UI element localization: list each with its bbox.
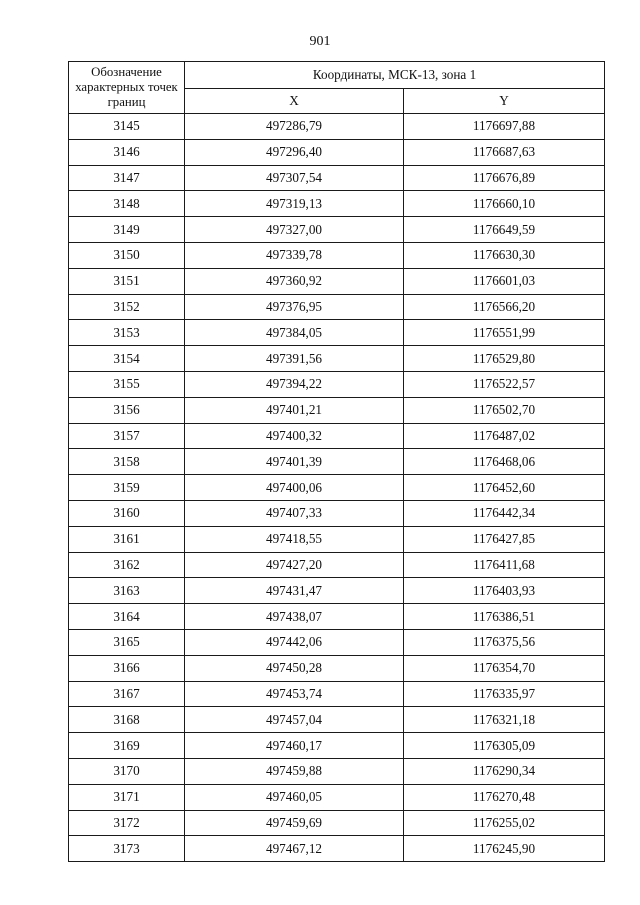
y-coordinate-cell: 1176386,51 <box>404 604 605 630</box>
point-id-cell: 3171 <box>69 784 185 810</box>
x-coordinate-cell: 497319,13 <box>185 191 404 217</box>
x-coordinate-cell: 497394,22 <box>185 371 404 397</box>
y-coordinate-cell: 1176660,10 <box>404 191 605 217</box>
point-id-cell: 3173 <box>69 836 185 862</box>
page-number: 901 <box>309 34 331 49</box>
point-id-cell: 3157 <box>69 423 185 449</box>
x-coordinate-cell: 497327,00 <box>185 217 404 243</box>
table-row <box>69 320 605 346</box>
y-coordinate-cell: 1176245,90 <box>404 836 605 862</box>
x-coordinate-cell: 497400,06 <box>185 475 404 501</box>
table-row <box>69 810 605 836</box>
x-coordinate-cell: 497401,39 <box>185 449 404 475</box>
x-coordinate-cell: 497360,92 <box>185 268 404 294</box>
table-row <box>69 655 605 681</box>
y-coordinate-cell: 1176290,34 <box>404 758 605 784</box>
x-coordinate-cell: 497296,40 <box>185 139 404 165</box>
point-id-cell: 3158 <box>69 449 185 475</box>
coordinates-system-header: Координаты, МСК-13, зона 1 <box>185 62 605 89</box>
x-coordinate-cell: 497431,47 <box>185 578 404 604</box>
point-id-cell: 3145 <box>69 114 185 140</box>
y-coordinate-cell: 1176468,06 <box>404 449 605 475</box>
point-id-cell: 3162 <box>69 552 185 578</box>
table-row <box>69 758 605 784</box>
point-id-cell: 3166 <box>69 655 185 681</box>
table-row <box>69 526 605 552</box>
point-id-cell: 3170 <box>69 758 185 784</box>
y-coordinate-cell: 1176630,30 <box>404 242 605 268</box>
point-id-cell: 3152 <box>69 294 185 320</box>
x-coordinate-cell: 497401,21 <box>185 397 404 423</box>
point-id-cell: 3149 <box>69 217 185 243</box>
y-coordinate-cell: 1176697,88 <box>404 114 605 140</box>
table-row <box>69 346 605 372</box>
table-row <box>69 114 605 140</box>
y-coordinate-cell: 1176403,93 <box>404 578 605 604</box>
coordinates-table <box>68 61 605 862</box>
y-coordinate-cell: 1176487,02 <box>404 423 605 449</box>
y-coordinate-cell: 1176321,18 <box>404 707 605 733</box>
point-id-cell: 3160 <box>69 500 185 526</box>
x-coordinate-cell: 497307,54 <box>185 165 404 191</box>
table-row <box>69 475 605 501</box>
point-id-cell: 3172 <box>69 810 185 836</box>
x-coordinate-cell: 497339,78 <box>185 242 404 268</box>
table-row <box>69 733 605 759</box>
table-row <box>69 629 605 655</box>
table-row <box>69 139 605 165</box>
y-coordinate-cell: 1176649,59 <box>404 217 605 243</box>
x-coordinate-cell: 497418,55 <box>185 526 404 552</box>
x-coordinate-cell: 497453,74 <box>185 681 404 707</box>
table-row <box>69 397 605 423</box>
point-id-cell: 3164 <box>69 604 185 630</box>
y-coordinate-cell: 1176676,89 <box>404 165 605 191</box>
table-row <box>69 604 605 630</box>
x-coordinate-cell: 497427,20 <box>185 552 404 578</box>
table-row <box>69 500 605 526</box>
y-coordinate-cell: 1176354,70 <box>404 655 605 681</box>
table-row <box>69 681 605 707</box>
table-row <box>69 191 605 217</box>
y-coordinate-cell: 1176427,85 <box>404 526 605 552</box>
table-row <box>69 242 605 268</box>
table-row <box>69 294 605 320</box>
point-id-cell: 3165 <box>69 629 185 655</box>
x-coordinate-cell: 497407,33 <box>185 500 404 526</box>
table-row <box>69 423 605 449</box>
point-id-cell: 3168 <box>69 707 185 733</box>
point-id-cell: 3147 <box>69 165 185 191</box>
table-row <box>69 268 605 294</box>
x-coordinate-cell: 497376,95 <box>185 294 404 320</box>
x-coordinate-cell: 497384,05 <box>185 320 404 346</box>
y-coordinate-cell: 1176522,57 <box>404 371 605 397</box>
y-coordinate-cell: 1176335,97 <box>404 681 605 707</box>
point-id-cell: 3150 <box>69 242 185 268</box>
y-coordinate-cell: 1176529,80 <box>404 346 605 372</box>
table-row <box>69 836 605 862</box>
point-id-cell: 3154 <box>69 346 185 372</box>
point-id-cell: 3148 <box>69 191 185 217</box>
x-coordinate-cell: 497457,04 <box>185 707 404 733</box>
point-id-cell: 3161 <box>69 526 185 552</box>
x-coordinate-cell: 497460,17 <box>185 733 404 759</box>
point-id-cell: 3159 <box>69 475 185 501</box>
table-row <box>69 578 605 604</box>
x-column-header: X <box>185 89 404 114</box>
x-coordinate-cell: 497459,69 <box>185 810 404 836</box>
table-row <box>69 165 605 191</box>
table-row <box>69 784 605 810</box>
x-coordinate-cell: 497391,56 <box>185 346 404 372</box>
y-coordinate-cell: 1176551,99 <box>404 320 605 346</box>
point-id-cell: 3169 <box>69 733 185 759</box>
point-id-cell: 3163 <box>69 578 185 604</box>
x-coordinate-cell: 497286,79 <box>185 114 404 140</box>
table-row <box>69 552 605 578</box>
table-body <box>69 114 605 862</box>
table-row <box>69 371 605 397</box>
point-id-cell: 3146 <box>69 139 185 165</box>
y-coordinate-cell: 1176452,60 <box>404 475 605 501</box>
table-row <box>69 707 605 733</box>
x-coordinate-cell: 497442,06 <box>185 629 404 655</box>
point-id-cell: 3156 <box>69 397 185 423</box>
designation-header: Обозначение характерных точек границ <box>69 62 185 114</box>
x-coordinate-cell: 497467,12 <box>185 836 404 862</box>
y-coordinate-cell: 1176305,09 <box>404 733 605 759</box>
y-coordinate-cell: 1176502,70 <box>404 397 605 423</box>
point-id-cell: 3153 <box>69 320 185 346</box>
y-coordinate-cell: 1176442,34 <box>404 500 605 526</box>
y-coordinate-cell: 1176687,63 <box>404 139 605 165</box>
point-id-cell: 3151 <box>69 268 185 294</box>
point-id-cell: 3155 <box>69 371 185 397</box>
table-row <box>69 449 605 475</box>
y-coordinate-cell: 1176566,20 <box>404 294 605 320</box>
y-coordinate-cell: 1176270,48 <box>404 784 605 810</box>
x-coordinate-cell: 497460,05 <box>185 784 404 810</box>
y-coordinate-cell: 1176411,68 <box>404 552 605 578</box>
x-coordinate-cell: 497450,28 <box>185 655 404 681</box>
y-coordinate-cell: 1176601,03 <box>404 268 605 294</box>
table-row <box>69 217 605 243</box>
y-column-header: Y <box>404 89 605 114</box>
x-coordinate-cell: 497438,07 <box>185 604 404 630</box>
y-coordinate-cell: 1176375,56 <box>404 629 605 655</box>
x-coordinate-cell: 497400,32 <box>185 423 404 449</box>
y-coordinate-cell: 1176255,02 <box>404 810 605 836</box>
table-header <box>69 62 605 114</box>
x-coordinate-cell: 497459,88 <box>185 758 404 784</box>
point-id-cell: 3167 <box>69 681 185 707</box>
